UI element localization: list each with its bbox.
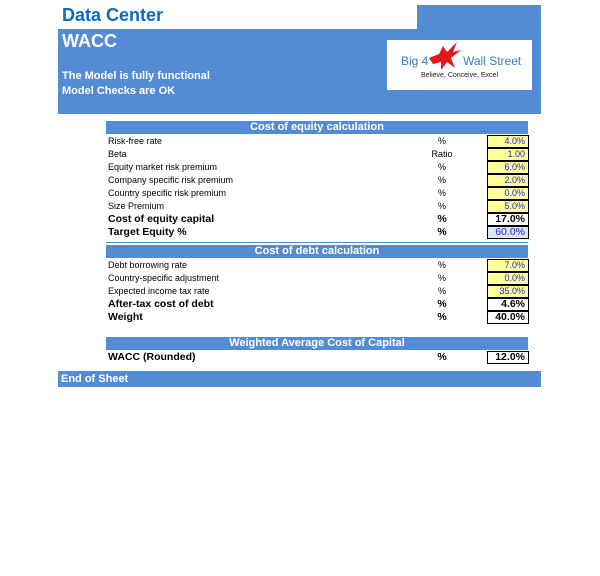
row-unit: %	[437, 298, 447, 310]
size-premium-input[interactable]: 5.0%	[487, 200, 529, 213]
row-label: Country-specific adjustment	[108, 273, 220, 283]
cost-of-equity-value: 17.0%	[487, 213, 529, 226]
row-label: Expected income tax rate	[108, 286, 210, 296]
beta-input[interactable]: 1.00	[487, 148, 529, 161]
equity-market-risk-premium-input[interactable]: 6.0%	[487, 161, 529, 174]
row-unit: %	[437, 136, 446, 146]
debt-borrowing-rate-input[interactable]: 7.0%	[487, 259, 529, 272]
debt-weight-value: 40.0%	[487, 311, 529, 324]
row-label: Cost of equity capital	[108, 213, 215, 225]
table-row	[107, 200, 528, 213]
row-label: WACC (Rounded)	[108, 351, 196, 363]
row-unit: %	[437, 273, 446, 283]
wacc-value: 12.0%	[487, 351, 529, 364]
row-unit: %	[437, 188, 446, 198]
table-row	[107, 187, 528, 200]
row-unit: Ratio	[431, 149, 453, 159]
page-title: Data Center	[62, 5, 164, 25]
header-accent-block	[417, 5, 541, 30]
risk-free-rate-input[interactable]: 4.0%	[487, 135, 529, 148]
row-label: Company specific risk premium	[108, 175, 234, 185]
country-risk-premium-input[interactable]: 0.0%	[487, 187, 529, 200]
target-equity-input[interactable]: 60.0%	[487, 226, 529, 239]
row-unit: %	[437, 351, 447, 363]
table-row	[107, 135, 528, 148]
table-row	[107, 174, 528, 187]
logo	[387, 40, 532, 90]
country-adjustment-input[interactable]: 0.0%	[487, 272, 529, 285]
row-unit: %	[437, 260, 446, 270]
row-unit: %	[437, 162, 446, 172]
sheet-banner	[58, 29, 541, 114]
table-row	[107, 351, 528, 364]
row-unit: %	[437, 175, 446, 185]
row-unit: %	[437, 201, 446, 211]
end-of-sheet-label: End of Sheet	[61, 373, 129, 385]
row-label: Equity market risk premium	[108, 162, 218, 172]
row-label: Debt borrowing rate	[108, 260, 188, 270]
section-divider	[106, 242, 528, 243]
table-row	[107, 259, 528, 272]
eagle-icon	[427, 42, 463, 72]
row-unit: %	[437, 213, 447, 225]
income-tax-rate-input[interactable]: 35.0%	[487, 285, 529, 298]
row-label: Beta	[108, 149, 127, 159]
after-tax-cost-of-debt-value: 4.6%	[487, 298, 529, 311]
company-risk-premium-input[interactable]: 2.0%	[487, 174, 529, 187]
table-row	[107, 298, 528, 311]
row-label: Weight	[108, 311, 143, 323]
end-of-sheet-bar	[58, 371, 541, 387]
row-label: Country specific risk premium	[108, 188, 227, 198]
row-unit: %	[437, 311, 447, 323]
table-row	[107, 311, 528, 324]
logo-text-left: Big 4	[401, 54, 429, 68]
row-label: Size Premium	[108, 201, 165, 211]
model-status: The Model is fully functional	[62, 70, 210, 82]
logo-tagline: Believe, Conceive, Excel	[420, 72, 499, 79]
table-row	[107, 285, 528, 298]
table-row	[107, 272, 528, 285]
debt-section-heading: Cost of debt calculation	[106, 245, 528, 258]
row-label: Target Equity %	[108, 226, 187, 238]
row-unit: %	[437, 226, 447, 238]
equity-section-heading: Cost of equity calculation	[106, 121, 528, 134]
table-row	[107, 213, 528, 226]
table-row	[107, 161, 528, 174]
row-unit: %	[437, 286, 446, 296]
sheet-name: WACC	[62, 31, 117, 51]
wacc-section-heading: Weighted Average Cost of Capital	[106, 337, 528, 350]
model-checks-status: Model Checks are OK	[62, 85, 176, 97]
table-row	[107, 226, 528, 239]
table-row	[107, 148, 528, 161]
logo-text-right: Wall Street	[463, 54, 522, 68]
row-label: After-tax cost of debt	[108, 298, 214, 310]
row-label: Risk-free rate	[108, 136, 163, 146]
